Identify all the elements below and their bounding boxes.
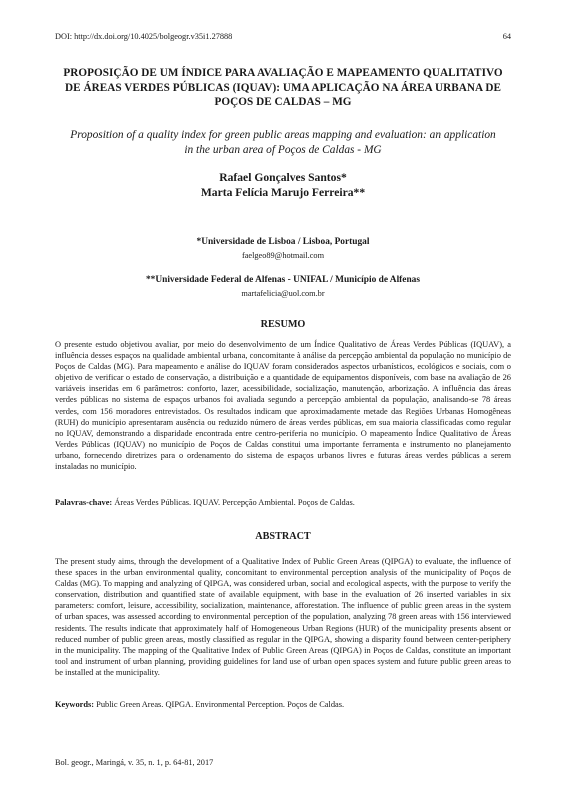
keywords-label: Keywords:: [55, 700, 95, 709]
abstract-body: The present study aims, through the development of a Qualitative Index of Public Green Areas (QIPGA) to evaluate, the influence of these spaces in the urban environmental quality, concomitant to environmental perception analysis of the municipality of Poços de Caldas (MG). To mapping and analyzing of QIPGA, was considered urban, social and ecological aspects, with the purpose to verify the conservation, distribution and quantified state of available equipment, with base in the evaluation of 26 inserted variables in six parameters: comfort, leisure, accessibility, socialization, maintenance, afforestation. The influence of public green areas in the system of urban spaces, was assessed according to environmental perception of the population, analyzing 78 green areas with 156 interviewed residents. The results indicate that approximately half of Homogeneous Urban Regions (HUR) of the municipality presents absent or reduced number of public green areas, mostly classified as regular in the QIPGA, showing a disparity found between center-periphery in the municipality. The mapping of the Qualitative Index of Public Green Areas (QIPGA) in Poços de Caldas, constitute an important tool and instrument of urban planning, providing guidelines for land use of urban open spaces system and future public green areas to be installed at the municipality.: [55, 557, 511, 677]
abstract-keywords: [55, 699, 511, 710]
resumo-heading: RESUMO: [260, 319, 306, 330]
page-footer: Bol. geogr., Maringá, v. 35, n. 1, p. 64-81, 2017: [55, 758, 214, 767]
doi-link[interactable]: DOI: http://dx.doi.org/10.4025/bolgeogr.v35i1.27888: [55, 32, 233, 41]
keywords-text: Áreas Verdes Públicas. IQUAV. Percepção Ambiental. Poços de Caldas.: [114, 498, 355, 507]
author-name: Marta Felícia Marujo Ferreira**: [200, 186, 366, 199]
page-header: [55, 32, 511, 42]
article-title: PROPOSIÇÃO DE UM ÍNDICE PARA AVALIAÇÃO E MAPEAMENTO QUALITATIVO DE ÁREAS VERDES PÚBLICAS (IQUAV): UMA APLICAÇÃO NA ÁREA URBANA DE POÇOS DE CALDAS – MG: [63, 67, 503, 108]
article-subtitle: Proposition of a quality index for green public areas mapping and evaluation: an application in the urban area of Poços de Caldas - MG: [70, 129, 496, 156]
affiliation: [60, 274, 506, 299]
affiliation-email[interactable]: martafelicia@uol.com.br: [241, 289, 325, 298]
author-name: Rafael Gonçalves Santos*: [219, 171, 347, 184]
abstract-heading: ABSTRACT: [255, 531, 311, 542]
affiliation-name: *Universidade de Lisboa / Lisboa, Portugal: [196, 237, 370, 247]
affiliation-name: **Universidade Federal de Alfenas - UNIFAL / Município de Alfenas: [145, 275, 421, 285]
resumo-keywords: [55, 497, 511, 508]
affiliation-email[interactable]: faelgeo89@hotmail.com: [241, 251, 325, 260]
keywords-label: Palavras-chave:: [55, 498, 113, 507]
keywords-text: Public Green Areas. QIPGA. Environmental Perception. Poços de Caldas.: [96, 700, 345, 709]
page-number: 64: [502, 32, 511, 41]
author-list: [60, 170, 506, 200]
resumo-body: O presente estudo objetivou avaliar, por meio do desenvolvimento de um Índice Qualitativo de Áreas Verdes Públicas (IQUAV), a influência desses espaços na qualidade ambiental urbana, concomitante à análise da percepção ambiental da população no município de Poços de Caldas (MG). Para mapeamento e análise do IQUAV foram considerados aspectos urbanísticos, ecológicos e sociais, com o objetivo de verificar o estado de conservação, a distribuição e a quantidade de equipamentos disponíveis, com base na avaliação de 26 variáveis inseridas em 6 parâmetros: conforto, lazer, acessibilidade, socialização, manutenção, arborização. A influência das áreas verdes públicas no sistema de espaços urbanos foi avaliada segundo a percepção ambiental da população, analisando-se 78 áreas verdes, com 156 moradores entrevistados. Os resultados indicam que aproximadamente metade das Regiões Urbanas Homogêneas (RUH) do município apresentaram ausência ou reduzido número de áreas verdes públicas, em sua maioria classificadas como regular no IQUAV, demonstrando a disparidade encontrada entre centro-periferia no município. O mapeamento Índice Qualitativo de Áreas Verdes Públicas (IQUAV) no município de Poços de Caldas constitui uma importante ferramenta e instrumento no planejamento urbano, fornecendo diretrizes para o ordenamento do sistema de espaços urbanos livres e futuras áreas verdes públicas a serem instaladas no município.: [55, 340, 511, 472]
affiliation: [60, 236, 506, 261]
